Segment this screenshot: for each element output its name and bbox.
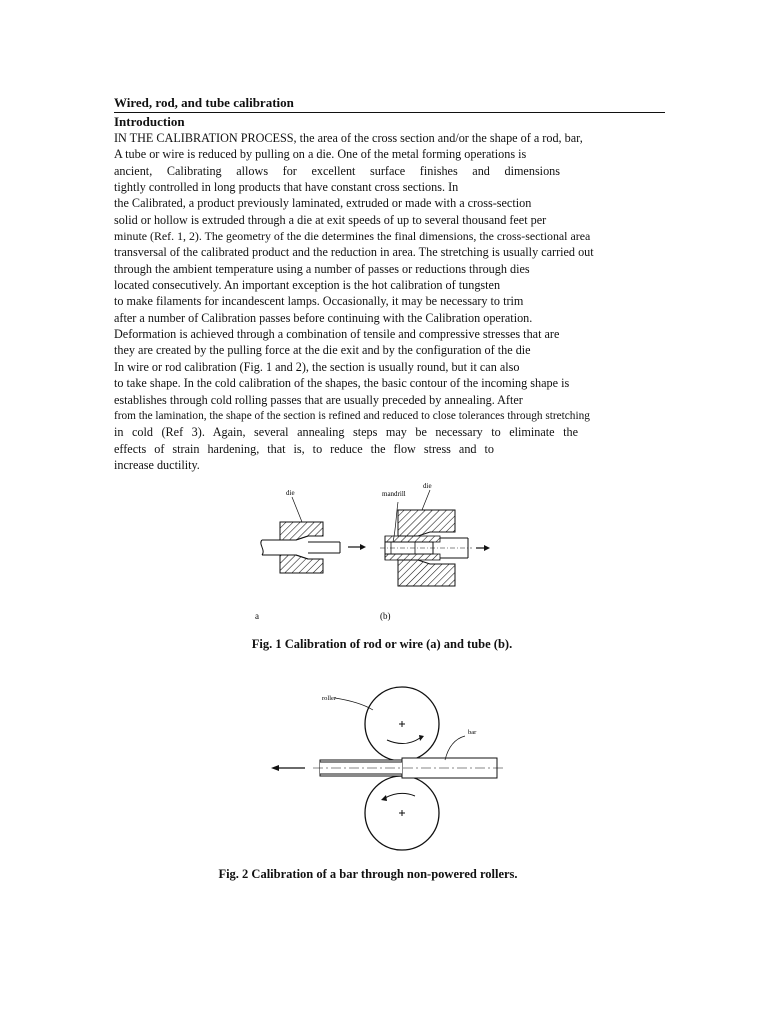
text-line: solid or hollow is extruded through a die at exit speeds of up to several thousand feet per bbox=[114, 212, 547, 227]
text-line: establishes through cold rolling passes that are usually preceded by annealing. After bbox=[114, 392, 523, 407]
figure-2 bbox=[265, 680, 515, 855]
section-heading: Introduction bbox=[114, 114, 185, 129]
text-line: increase ductility. bbox=[114, 457, 200, 472]
text-line: In wire or rod calibration (Fig. 1 and 2), the section is usually round, but it can also bbox=[114, 359, 520, 374]
text-line: in cold (Ref 3). Again, several annealing steps may be necessary to eliminate the bbox=[114, 425, 578, 440]
text-line: the Calibrated, a product previously laminated, extruded or made with a cross-section bbox=[114, 196, 532, 211]
text-line: minute (Ref. 1, 2). The geometry of the die determines the final dimensions, the cross-sectional area bbox=[114, 229, 591, 244]
text-line: after a number of Calibration passes before continuing with the Calibration operation. bbox=[114, 310, 533, 325]
text-line: effects of strain hardening, that is, to reduce the flow stress and to bbox=[114, 441, 494, 456]
text-line: Deformation is achieved through a combination of tensile and compressive stresses that are bbox=[114, 327, 560, 342]
label-bar: bar bbox=[468, 729, 477, 736]
text-line: A tube or wire is reduced by pulling on a die. One of the metal forming operations is bbox=[114, 147, 527, 162]
label-a: a bbox=[255, 611, 259, 621]
text-line: from the lamination, the shape of the section is refined and reduced to close tolerances through stretching bbox=[114, 409, 590, 422]
label-roller: roller bbox=[322, 695, 337, 702]
text-line: to make filaments for incandescent lamps. Occasionally, it may be necessary to trim bbox=[114, 294, 524, 309]
figure-2-caption: Fig. 2 Calibration of a bar through non-powered rollers. bbox=[218, 867, 518, 881]
text-line: to take shape. In the cold calibration of the shapes, the basic contour of the incoming shape is bbox=[114, 376, 570, 391]
die-b-drawing bbox=[380, 490, 490, 586]
figure-1-diagram bbox=[250, 480, 510, 625]
body-paragraph bbox=[114, 130, 670, 473]
label-b: (b) bbox=[380, 611, 391, 621]
text-line: IN THE CALIBRATION PROCESS, the area of the cross section and/or the shape of a rod, bar, bbox=[114, 131, 583, 145]
document-title: Wired, rod, and tube calibration bbox=[114, 95, 294, 110]
die-a-drawing bbox=[261, 497, 366, 573]
text-line: they are created by the pulling force at the die exit and by the configuration of the die bbox=[114, 343, 531, 358]
label-mandrill: mandrill bbox=[382, 490, 406, 498]
text-line: located consecutively. An important exception is the hot calibration of tungsten bbox=[114, 278, 501, 293]
figure-1 bbox=[250, 480, 510, 625]
text-line: tightly controlled in long products that have constant cross sections. In bbox=[114, 180, 459, 195]
label-die-b: die bbox=[423, 482, 432, 490]
text-line: through the ambient temperature using a number of passes or reductions through dies bbox=[114, 261, 530, 276]
figure-2-diagram bbox=[265, 680, 515, 855]
label-die-a: die bbox=[286, 489, 295, 497]
title-rule bbox=[114, 112, 665, 113]
figure-1-caption: Fig. 1 Calibration of rod or wire (a) and tube (b). bbox=[251, 637, 513, 651]
text-line: transversal of the calibrated product and the reduction in area. The stretching is usually carried out bbox=[114, 245, 594, 260]
text-line: ancient, Calibrating allows for excellent surface finishes and dimensions bbox=[114, 163, 560, 178]
